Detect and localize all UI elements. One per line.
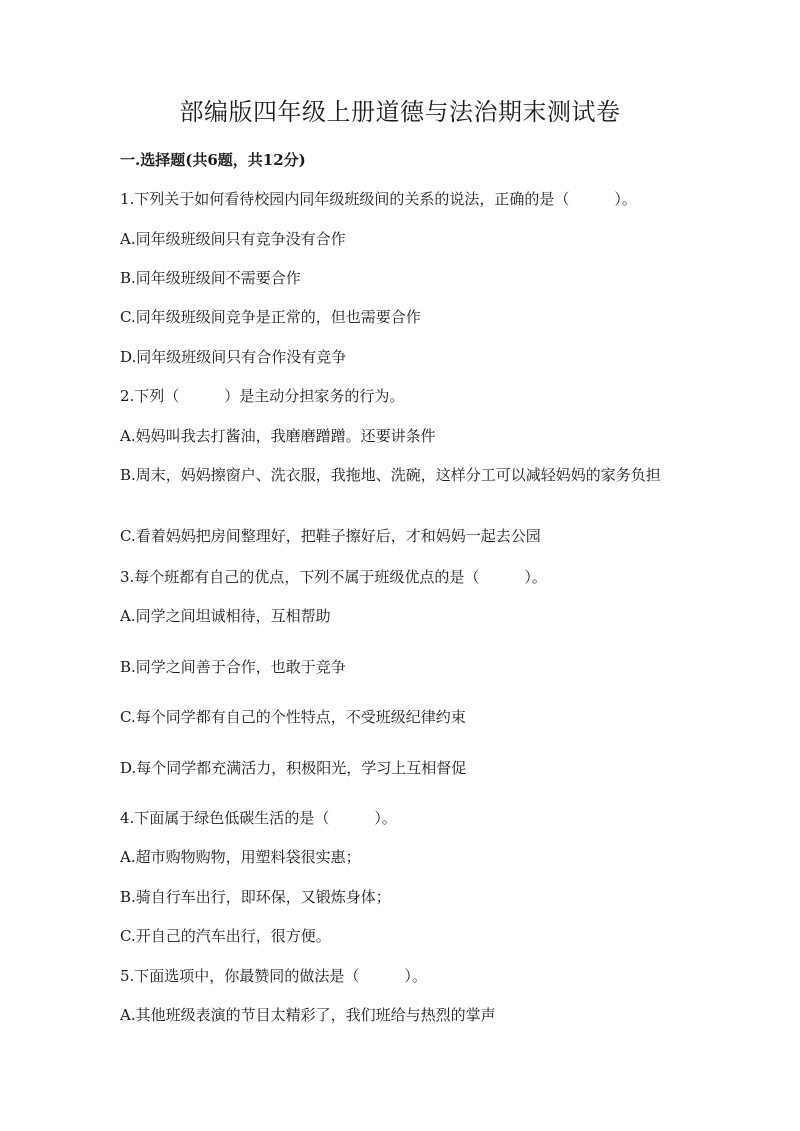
answer-option: B.骑自行车出行，即环保，又锻炼身体； (120, 888, 391, 906)
question-stem: 4.下面属于绿色低碳生活的是（ ）。 (120, 809, 397, 827)
answer-option: D.同年级班级间只有合作没有竞争 (120, 348, 347, 366)
answer-option: A.妈妈叫我去打酱油，我磨磨蹭蹭。还要讲条件 (120, 427, 436, 445)
answer-option: A.超市购物购物，用塑料袋很实惠； (120, 848, 361, 866)
answer-option: D.每个同学都充满活力，积极阳光，学习上互相督促 (120, 759, 467, 777)
answer-option: C.看着妈妈把房间整理好，把鞋子擦好后，才和妈妈一起去公园 (120, 527, 541, 545)
answer-option: C.每个同学都有自己的个性特点，不受班级纪律约束 (120, 708, 466, 726)
section-heading: 一.选择题(共6题，共12分) (120, 151, 306, 169)
question-stem: 5.下面选项中，你最赞同的做法是（ ）。 (120, 967, 427, 985)
question-stem: 2.下列（ ）是主动分担家务的行为。 (120, 387, 405, 405)
question-stem: 3.每个班都有自己的优点，下列不属于班级优点的是（ ）。 (120, 568, 547, 586)
answer-option: B.周末，妈妈擦窗户、洗衣服，我拖地、洗碗，这样分工可以减轻妈妈的家务负担 (120, 466, 661, 484)
answer-option: A.同年级班级间只有竞争没有合作 (120, 230, 346, 248)
answer-option: C.同年级班级间竞争是正常的，但也需要合作 (120, 308, 421, 326)
answer-option: C.开自己的汽车出行，很方便。 (120, 927, 331, 945)
answer-option: B.同年级班级间不需要合作 (120, 269, 301, 287)
question-stem: 1.下列关于如何看待校园内同年级班级间的关系的说法，正确的是（ ）。 (120, 190, 637, 208)
answer-option: B.同学之间善于合作，也敢于竞争 (120, 658, 346, 676)
page-title: 部编版四年级上册道德与法治期末测试卷 (179, 98, 621, 126)
answer-option: A.同学之间坦诚相待，互相帮助 (120, 607, 331, 625)
answer-option: A.其他班级表演的节目太精彩了，我们班给与热烈的掌声 (120, 1006, 496, 1024)
